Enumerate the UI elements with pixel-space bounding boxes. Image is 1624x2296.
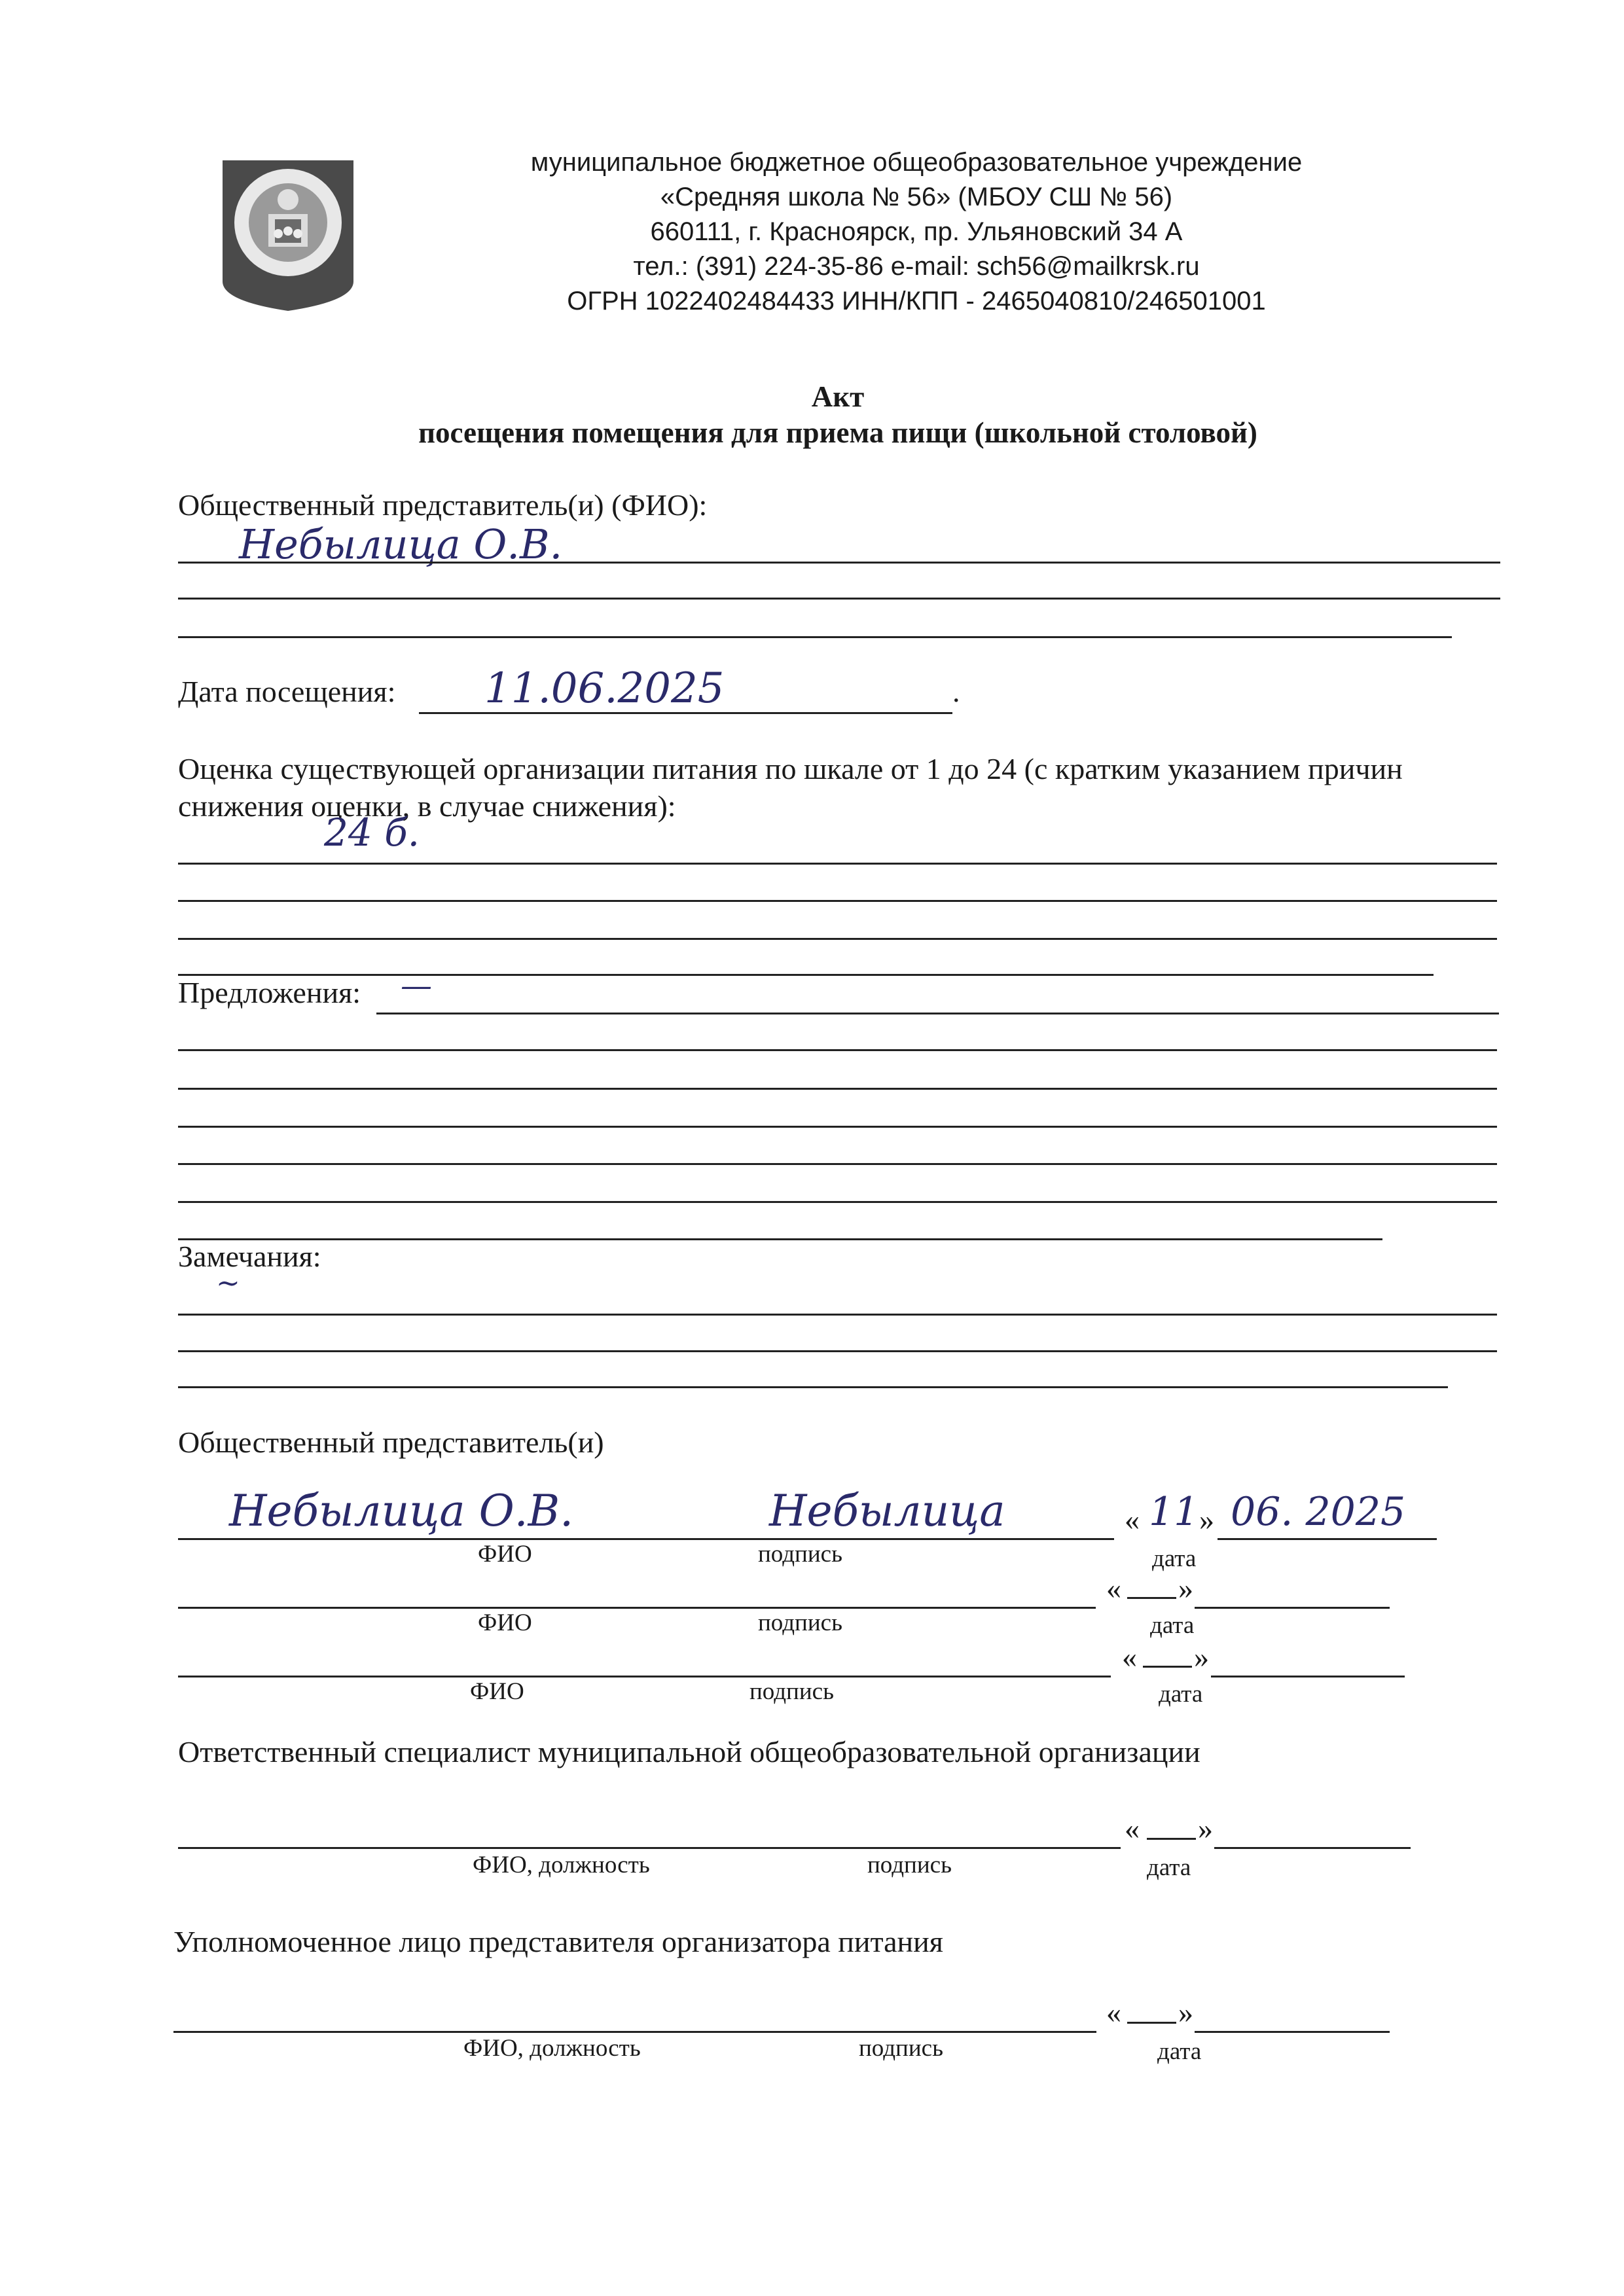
caterer-date-line: [1195, 2031, 1390, 2033]
proposals-value: —: [401, 967, 432, 1004]
proposals-line-2: [178, 1049, 1497, 1051]
school-specialist-sign-caption: подпись: [867, 1852, 952, 1878]
document-subtitle: посещения помещения для приема пищи (школьной столовой): [418, 416, 1257, 449]
signature-row-2-date-caption: дата: [1150, 1612, 1195, 1639]
proposals-line-6: [178, 1201, 1497, 1203]
signature-row-3-day-line: [1143, 1666, 1192, 1668]
signature-row-1-close-quote: »: [1199, 1503, 1214, 1536]
rating-line-1: [178, 863, 1497, 865]
proposals-line-4: [178, 1126, 1497, 1128]
caterer-close-quote: »: [1178, 1996, 1193, 2029]
org-name-line-1: муниципальное бюджетное общеобразовательное учреждение: [530, 148, 1303, 177]
signature-row-1-fio-caption: ФИО: [478, 1541, 532, 1568]
rating-value: 24 б.: [324, 810, 420, 855]
caterer-fio-caption: ФИО, должность: [463, 2035, 641, 2062]
school-specialist-label: Ответственный специалист муниципальной общеобразовательной организации: [178, 1735, 1200, 1768]
caterer-label: Уполномоченное лицо представителя организатора питания: [173, 1925, 943, 1958]
caterer-day-line: [1127, 2022, 1176, 2024]
rating-line-2: [178, 900, 1497, 902]
org-name-line-2: «Средняя школа № 56» (МБОУ СШ № 56): [660, 183, 1173, 211]
signature-row-1-signature: Небылица: [769, 1486, 1005, 1536]
school-specialist-open-quote: «: [1125, 1812, 1140, 1845]
visit-date-value: 11.06.2025: [484, 664, 725, 713]
caterer-line: [173, 2031, 1096, 2033]
signature-row-2-date-line: [1195, 1607, 1390, 1609]
proposals-line-5: [178, 1163, 1497, 1165]
school-specialist-day-line: [1147, 1838, 1196, 1840]
representatives-line-1: [178, 562, 1500, 564]
signature-row-1-day: 11: [1149, 1489, 1199, 1535]
school-specialist-line: [178, 1847, 1121, 1849]
signature-row-1-date-line: [1218, 1538, 1437, 1540]
rating-line-3: [178, 938, 1497, 940]
signature-row-1-date-caption: дата: [1152, 1545, 1197, 1572]
proposals-line-3: [178, 1088, 1497, 1090]
remarks-value: ~: [216, 1266, 240, 1300]
school-specialist-date-line: [1214, 1847, 1411, 1849]
rating-line-4: [178, 974, 1434, 976]
representatives-line-2: [178, 598, 1500, 600]
signature-row-2-sign-caption: подпись: [758, 1609, 842, 1636]
signature-row-1-month-year: 06. 2025: [1231, 1489, 1406, 1535]
signature-row-2-day-line: [1127, 1597, 1176, 1599]
visit-date-label: Дата посещения:: [178, 675, 396, 708]
caterer-sign-caption: подпись: [859, 2035, 943, 2062]
school-specialist-fio-caption: ФИО, должность: [473, 1852, 650, 1878]
representatives-line-3: [178, 636, 1452, 638]
signature-row-3-close-quote: »: [1194, 1640, 1209, 1674]
remarks-line-3: [178, 1386, 1448, 1388]
signature-row-1-sign-caption: подпись: [758, 1541, 842, 1568]
signatures-label: Общественный представитель(и): [178, 1426, 604, 1459]
signature-row-2-close-quote: »: [1178, 1571, 1193, 1605]
org-registration: ОГРН 1022402484433 ИНН/КПП - 2465040810/246501001: [567, 287, 1266, 315]
signature-row-3-line: [178, 1676, 1111, 1677]
rating-label-line-1: Оценка существующей организации питания по шкале от 1 до 24 (с кратким указанием причин: [178, 752, 1403, 785]
school-specialist-close-quote: »: [1198, 1812, 1213, 1845]
signature-row-1-fio: Небылица О.В.: [229, 1486, 574, 1536]
signature-row-3-open-quote: «: [1122, 1640, 1137, 1674]
caterer-date-caption: дата: [1157, 2038, 1202, 2065]
signature-row-2-fio-caption: ФИО: [478, 1609, 532, 1636]
rating-label-line-2: снижения оценки, в случае снижения):: [178, 789, 676, 823]
org-address: 660111, г. Красноярск, пр. Ульяновский 34 А: [650, 217, 1183, 246]
representatives-value: Небылица О.В.: [239, 520, 563, 568]
proposals-line-1: [376, 1013, 1499, 1014]
signature-row-2-open-quote: «: [1106, 1571, 1121, 1605]
school-logo: [216, 154, 360, 314]
proposals-line-7: [178, 1238, 1382, 1240]
signature-row-3-sign-caption: подпись: [749, 1678, 834, 1705]
remarks-line-2: [178, 1350, 1497, 1352]
remarks-label: Замечания:: [178, 1240, 321, 1273]
signature-row-2-line: [178, 1607, 1096, 1609]
signature-row-3-date-caption: дата: [1159, 1681, 1203, 1708]
caterer-open-quote: «: [1106, 1996, 1121, 2029]
signature-row-3-fio-caption: ФИО: [470, 1678, 524, 1705]
org-contacts: тел.: (391) 224-35-86 e-mail: sch56@mailkrsk.ru: [633, 252, 1200, 281]
document-title: Акт: [811, 380, 865, 413]
signature-row-3-date-line: [1211, 1676, 1405, 1677]
signature-row-1-line: [178, 1538, 1114, 1540]
signature-row-1-open-quote: «: [1125, 1503, 1140, 1536]
visit-date-period: .: [952, 675, 960, 708]
school-specialist-date-caption: дата: [1147, 1854, 1191, 1881]
visit-date-line: [419, 712, 952, 714]
representatives-label: Общественный представитель(и) (ФИО):: [178, 488, 708, 522]
remarks-line-1: [178, 1314, 1497, 1316]
proposals-label: Предложения:: [178, 976, 361, 1009]
